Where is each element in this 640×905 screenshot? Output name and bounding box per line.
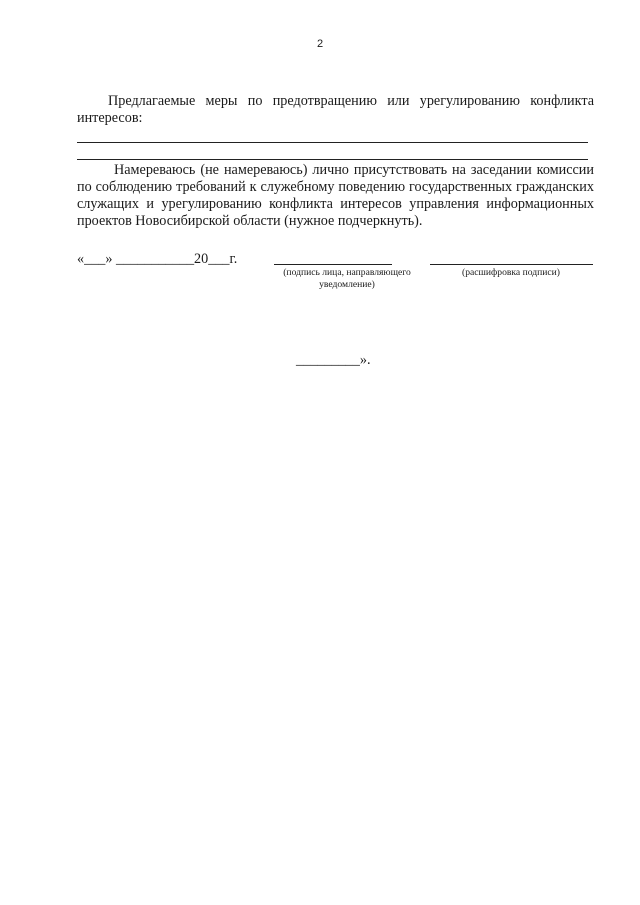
measures-paragraph: Предлагаемые меры по предотвращению или урегулированию конфликта интересов: <box>77 93 594 126</box>
signature-line <box>274 264 392 265</box>
signature-decoding-line <box>430 264 593 265</box>
attendance-intent-paragraph: Намереваюсь (не намереваюсь) лично присутствовать на заседании комиссии по соблюдению требований к служебному поведению государственных гражданских служащих и урегулированию конфликта интересов управления информационных проектов Новосибирской области (нужное подчеркнуть). <box>77 162 594 229</box>
page-number: 2 <box>316 38 324 50</box>
closing-mark: _________». <box>296 352 371 368</box>
signature-decoding-caption: (расшифровка подписи) <box>462 267 560 278</box>
date-field: «___» ___________20___г. <box>77 251 238 267</box>
fill-in-line-2 <box>77 159 588 160</box>
fill-in-line-1 <box>77 142 588 143</box>
signature-caption: (подпись лица, направляющего уведомление) <box>283 267 411 290</box>
